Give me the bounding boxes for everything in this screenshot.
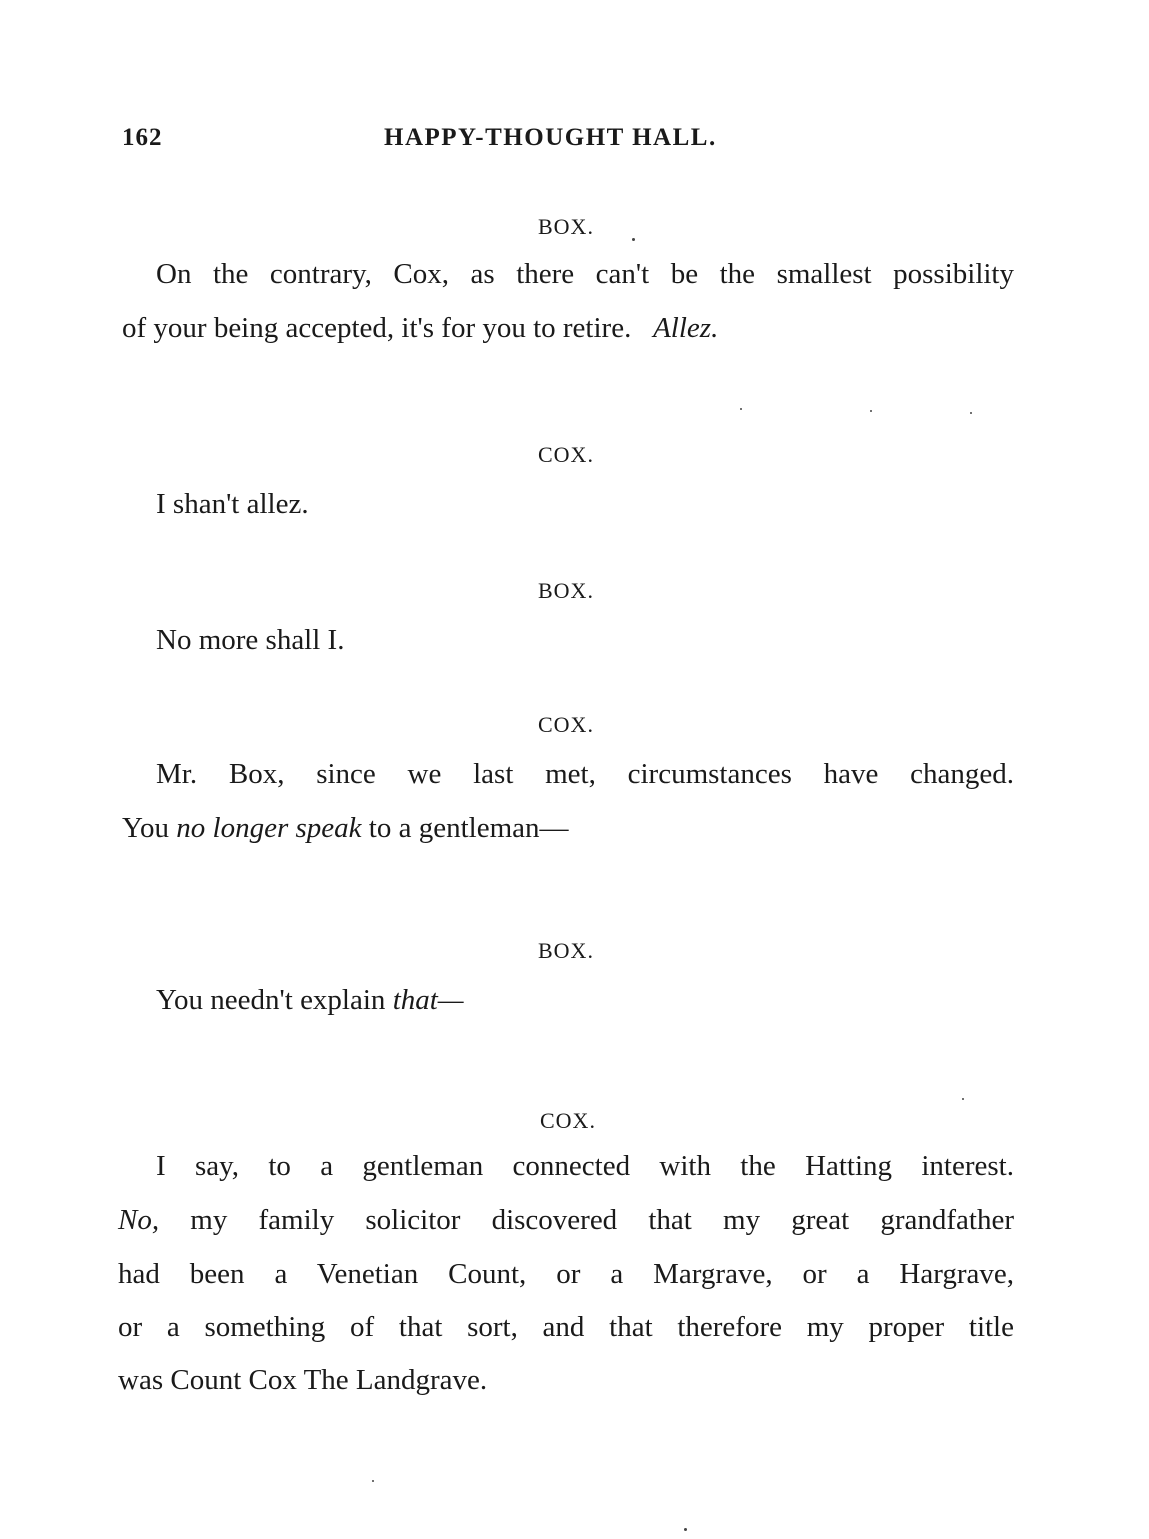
scan-speck bbox=[372, 1480, 374, 1482]
dialogue-line: You needn't explain that— bbox=[156, 984, 464, 1016]
italic-word: Allez. bbox=[653, 312, 719, 344]
dialogue-line: No more shall I. bbox=[156, 624, 345, 656]
italic-phrase: no longer speak bbox=[176, 812, 362, 844]
speaker-cox: COX. bbox=[538, 712, 594, 737]
dialogue-line: of your being accepted, it's for you to retire. Allez. bbox=[122, 312, 719, 344]
dialogue-line: On the contrary, Cox, as there can't be the smallest possibility bbox=[156, 258, 1014, 290]
dialogue-line: had been a Venetian Count, or a Margrave, or a Hargrave, bbox=[118, 1258, 1014, 1290]
dialogue-line: Mr. Box, since we last met, circumstances have changed. bbox=[156, 758, 1014, 790]
scan-speck bbox=[684, 1528, 687, 1531]
speaker-cox: COX. bbox=[540, 1108, 596, 1133]
dialogue-line: I say, to a gentleman connected with the Hatting interest. bbox=[156, 1150, 1014, 1182]
dialogue-line: or a something of that sort, and that therefore my proper title bbox=[118, 1311, 1014, 1343]
scan-speck bbox=[962, 1098, 964, 1100]
running-title: HAPPY-THOUGHT HALL. bbox=[384, 124, 717, 151]
speaker-box: BOX. bbox=[538, 938, 594, 963]
scan-speck bbox=[870, 410, 872, 412]
italic-word: No, bbox=[118, 1204, 160, 1236]
dialogue-line: I shan't allez. bbox=[156, 488, 309, 520]
dialogue-line: No, my family solicitor discovered that my great grandfather bbox=[118, 1204, 1015, 1236]
speaker-box: BOX. bbox=[538, 214, 594, 239]
scan-speck bbox=[740, 408, 742, 410]
speaker-box: BOX. bbox=[538, 578, 594, 603]
italic-word: that— bbox=[392, 984, 464, 1016]
speaker-cox: COX. bbox=[538, 442, 594, 467]
page-number: 162 bbox=[122, 124, 163, 151]
scan-speck bbox=[632, 238, 635, 241]
dialogue-line: You no longer speak to a gentleman— bbox=[122, 812, 569, 844]
page-header bbox=[120, 124, 1020, 164]
scan-speck bbox=[970, 412, 972, 414]
dialogue-line: was Count Cox The Landgrave. bbox=[118, 1364, 488, 1396]
